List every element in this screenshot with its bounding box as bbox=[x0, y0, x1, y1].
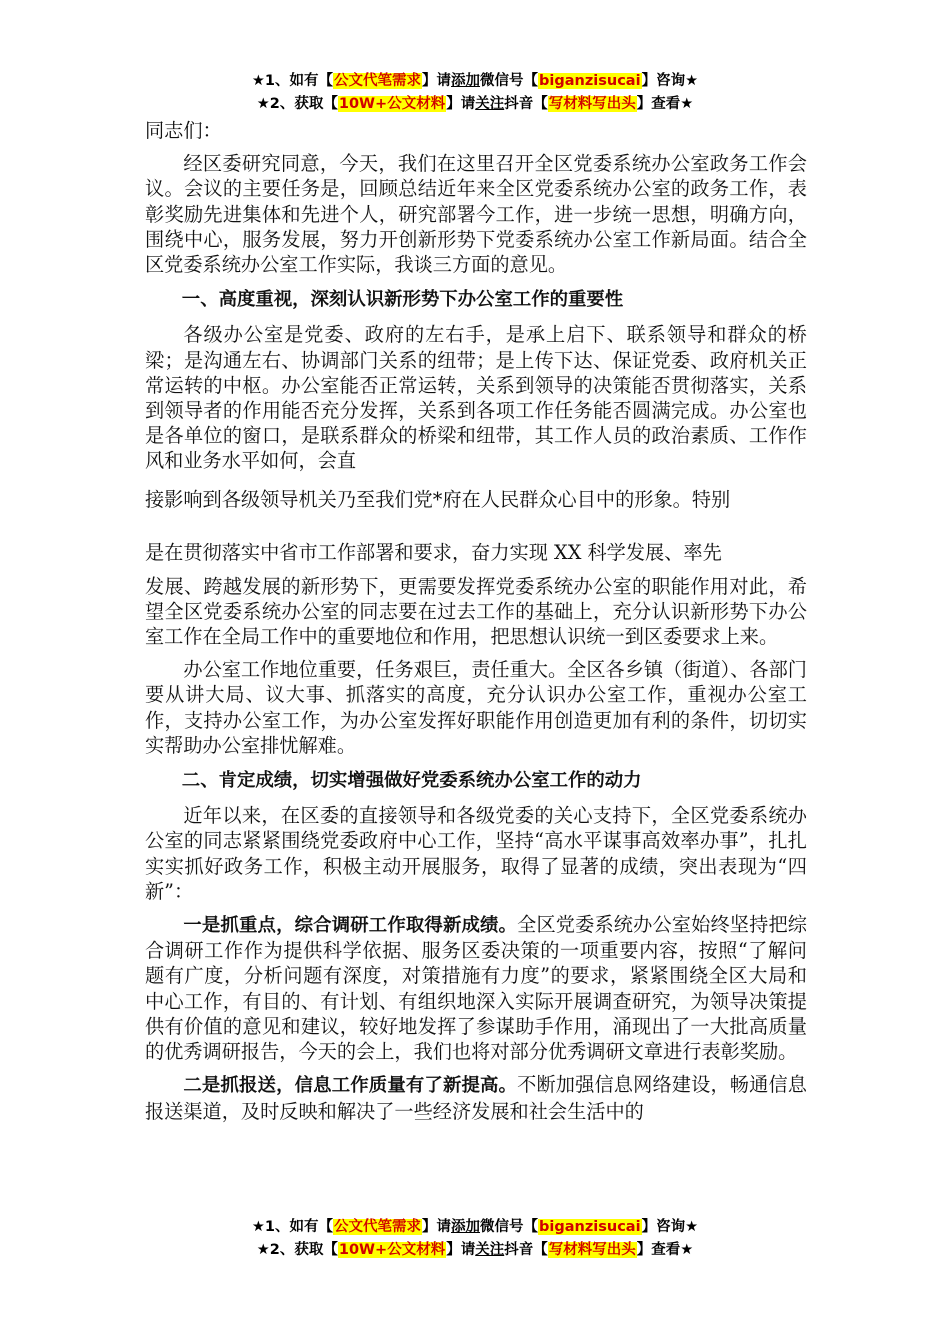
promo-wechat-id: biganzisucai bbox=[539, 1219, 641, 1235]
promo-text: ★2、获取【 bbox=[256, 1242, 338, 1258]
paragraph-office-role: 各级办公室是党委、政府的左右手，是承上启下、联系领导和群众的桥梁；是沟通左右、协调部门关系的纽带；是上传下达、保证党委、政府机关正常运转的中枢。办公室能否正常运转，关系到领导的决策能否贯彻落实，关系到领导者的作用能否充分发挥，关系到各项工作任务能否圆满完成。办公室也是各单位的窗口，是联系群众的桥梁和纽带，其工作人员的政治素质、工作作风和业务水平如何，会直 bbox=[145, 323, 807, 473]
paragraph-lead: 二是抓报送，信息工作质量有了新提高。 bbox=[183, 1075, 518, 1097]
promo-text: 】咨询★ bbox=[641, 1219, 699, 1235]
promo-douyin-id: 写材料写出头 bbox=[548, 1242, 636, 1258]
promo-text: ★1、如有【 bbox=[251, 73, 334, 89]
promo-text: 微信号【 bbox=[480, 73, 539, 89]
paragraph-intro: 经区委研究同意，今天，我们在这里召开全区党委系统办公室政务工作会议。会议的主要任务是，回顾总结近年来全区党委系统办公室的政务工作，表彰奖励先进集体和先进个人，研究部署今工作，进一步统一思想，明确方向，围绕中心，服务发展，努力开创新形势下党委系统办公室工作新局面。结合全区党委系统办公室工作实际，我谈三方面的意见。 bbox=[145, 152, 807, 277]
promo-line-1 bbox=[0, 70, 950, 93]
promo-text: ★2、获取【 bbox=[256, 96, 338, 112]
paragraph-achievements: 近年以来，在区委的直接领导和各级党委的关心支持下，全区党委系统办公室的同志紧紧围绕党委政府中心工作，坚持“高水平谋事高效率办事”，扎扎实实抓好政务工作，积极主动开展服务，取得了显著的成绩，突出表现为“四新”： bbox=[145, 804, 807, 903]
promo-douyin-id: 写材料写出头 bbox=[548, 96, 636, 112]
promo-highlight: 10W+公文材料 bbox=[338, 96, 446, 112]
promo-highlight: 公文代笔需求 bbox=[334, 73, 422, 89]
paragraph-office-duty: 办公室工作地位重要，任务艰巨，责任重大。全区各乡镇（街道）、各部门要从讲大局、议大事、抓落实的高度，充分认识办公室工作，重视办公室工作，支持办公室工作，为办公室发挥好职能作用创造更加有利的条件，切切实实帮助办公室排忧解难。 bbox=[145, 658, 807, 757]
paragraph-lead: 一是抓重点，综合调研工作取得新成绩。 bbox=[183, 915, 518, 937]
promo-text: 】查看★ bbox=[636, 1242, 694, 1258]
promo-text: 抖音【 bbox=[504, 96, 548, 112]
promo-text: 抖音【 bbox=[504, 1242, 548, 1258]
greeting: 同志们： bbox=[145, 119, 222, 142]
promo-text: 微信号【 bbox=[480, 1219, 539, 1235]
section-heading-2: 二、肯定成绩，切实增强做好党委系统办公室工作的动力 bbox=[181, 770, 642, 792]
promo-underline: 添加 bbox=[451, 73, 481, 89]
promo-line-1 bbox=[0, 1216, 950, 1239]
document-body bbox=[145, 118, 807, 1132]
promo-underline: 添加 bbox=[451, 1219, 481, 1235]
promo-line-2 bbox=[0, 93, 950, 116]
paragraph-text: 全区党委系统办公室始终坚持把综合调研工作作为提供科学依据、服务区委决策的一项重要内容，按照“了解问题有广度，分析问题有深度，对策措施有力度”的要求，紧紧围绕全区大局和中心工作，有目的、有计划、有组织地深入实际开展调查研究，为领导决策提供有价值的意见和建议，较好地发挥了参谋助手作用，涌现出了一大批高质量的优秀调研报告，今天的会上，我们也将对部分优秀调研文章进行表彰奖励。 bbox=[145, 913, 807, 1064]
paragraph-information bbox=[145, 1072, 807, 1123]
paragraph-research bbox=[145, 912, 807, 1064]
promo-banner-top bbox=[0, 70, 950, 116]
promo-text: 】咨询★ bbox=[641, 73, 699, 89]
paragraph-office-role-cont-1: 接影响到各级领导机关乃至我们党*府在人民群众心目中的形象。特别 bbox=[145, 487, 731, 511]
promo-text: 】请 bbox=[446, 96, 476, 112]
promo-wechat-id: biganzisucai bbox=[539, 73, 641, 89]
paragraph-office-role-cont-3: 发展、跨越发展的新形势下，更需要发挥党委系统办公室的职能作用对此，希望全区党委系统办公室的同志要在过去工作的基础上，充分认识新形势下办公室工作在全局工作中的重要地位和作用，把思想认识统一到区委要求上来。 bbox=[145, 574, 807, 649]
promo-underline: 关注 bbox=[475, 96, 505, 112]
paragraph-office-role-cont-2: 是在贯彻落实中省市工作部署和要求，奋力实现 XX 科学发展、率先 bbox=[145, 540, 722, 564]
promo-text: 】请 bbox=[446, 1242, 476, 1258]
promo-text: 】请 bbox=[422, 1219, 452, 1235]
promo-text: 】查看★ bbox=[636, 96, 694, 112]
paragraph-text: 不断加强信息网络建设，畅通信息报送渠道，及时反映和解决了一些经济发展和社会生活中的 bbox=[145, 1073, 807, 1123]
promo-underline: 关注 bbox=[475, 1242, 505, 1258]
promo-highlight: 10W+公文材料 bbox=[338, 1242, 446, 1258]
promo-highlight: 公文代笔需求 bbox=[334, 1219, 422, 1235]
section-heading-1: 一、高度重视，深刻认识新形势下办公室工作的重要性 bbox=[181, 289, 624, 311]
promo-text: ★1、如有【 bbox=[251, 1219, 334, 1235]
promo-line-2 bbox=[0, 1239, 950, 1262]
promo-banner-bottom bbox=[0, 1216, 950, 1262]
promo-text: 】请 bbox=[422, 73, 452, 89]
